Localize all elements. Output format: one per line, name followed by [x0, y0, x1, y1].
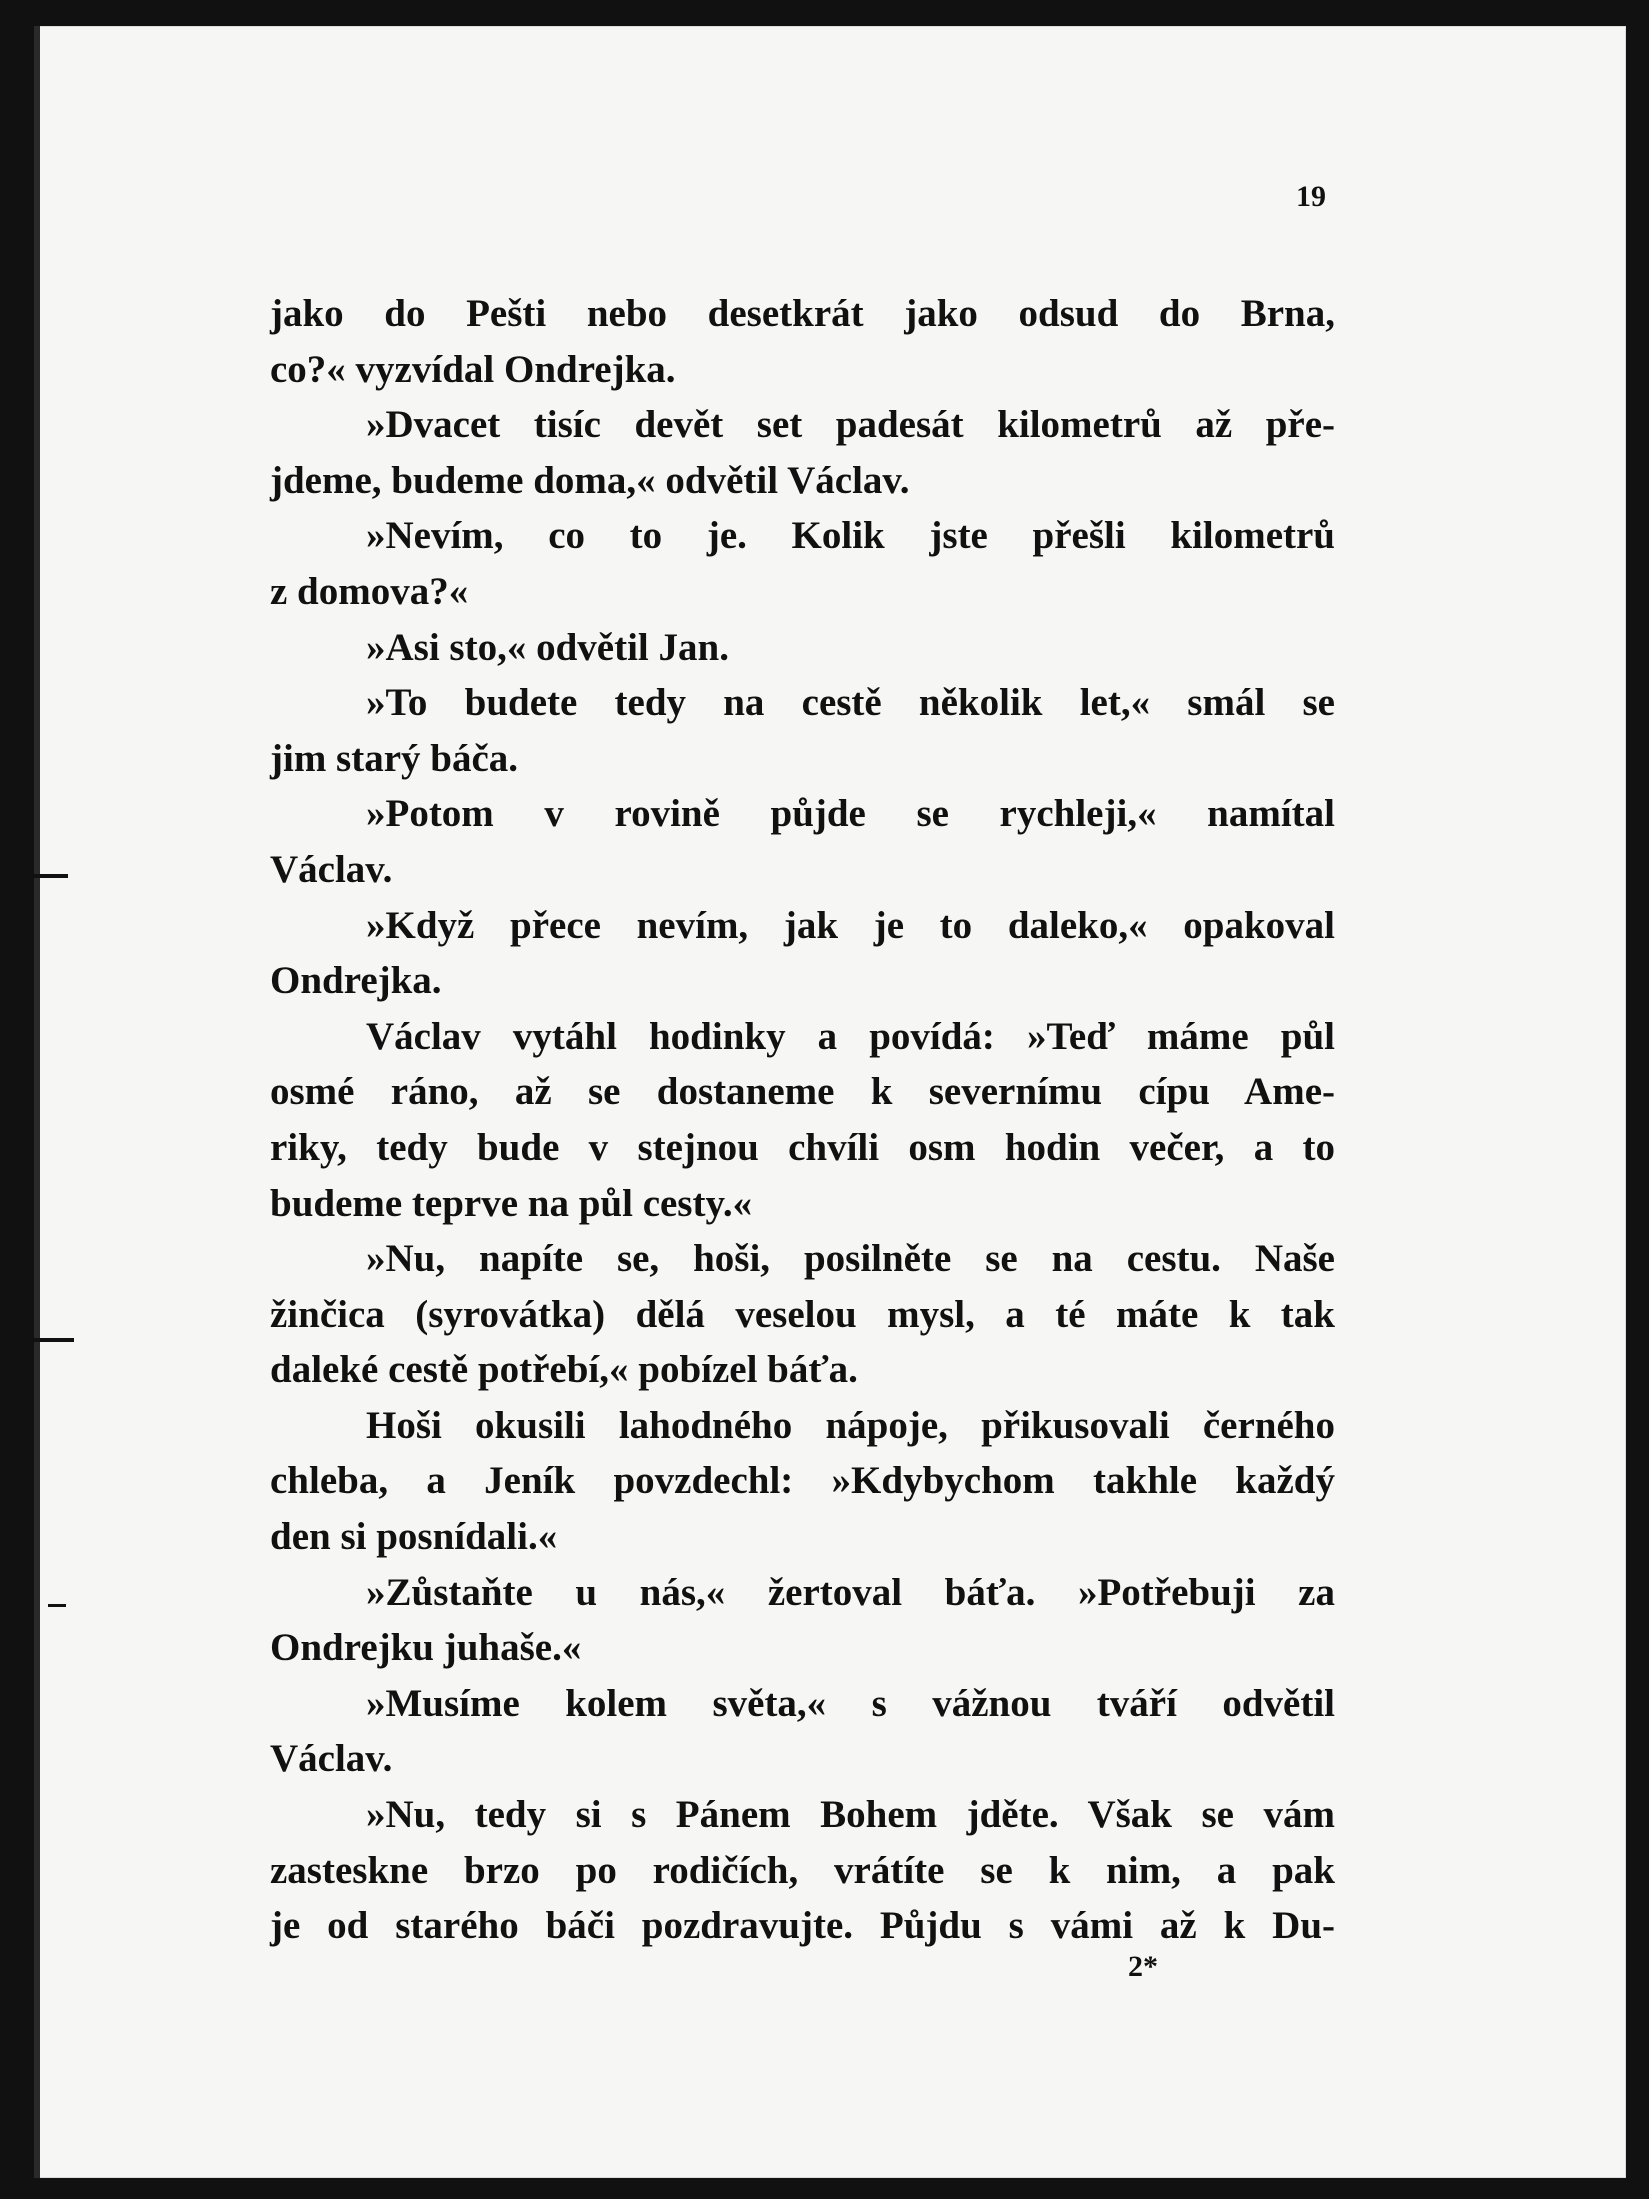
text-line: »To budete tedy na cestě několik let,« smál se [366, 681, 1335, 725]
text-line: »Nu, napíte se, hoši, posilněte se na cestu. Naše [366, 1237, 1335, 1281]
text-line: »Potom v rovině půjde se rychleji,« namítal [366, 792, 1335, 836]
text-line: chleba, a Jeník povzdechl: »Kdybychom takhle každý [270, 1459, 1335, 1503]
text-line: Ondrejka. [270, 959, 442, 1003]
text-line: »Když přece nevím, jak je to daleko,« opakoval [366, 903, 1335, 947]
signature-mark: 2* [1128, 1950, 1158, 1983]
page-binding-edge [34, 26, 40, 2178]
text-line: Ondrejku juhaše.« [270, 1626, 582, 1670]
page-number: 19 [1296, 180, 1326, 213]
text-line: žinčica (syrovátka) dělá veselou mysl, a té máte k tak [270, 1292, 1335, 1336]
text-line: »Zůstaňte u nás,« žertoval báťa. »Potřebuji za [366, 1570, 1335, 1614]
text-line: je od starého báči pozdravujte. Půjdu s vámi až k Du- [270, 1904, 1335, 1948]
text-line: budeme teprve na půl cesty.« [270, 1181, 753, 1225]
text-line: Václav vytáhl hodinky a povídá: »Teď máme půl [366, 1014, 1335, 1058]
text-line: osmé ráno, až se dostaneme k severnímu cípu Ame- [270, 1070, 1335, 1114]
text-line: »Dvacet tisíc devět set padesát kilometrů až pře- [366, 403, 1335, 447]
text-line: »Asi sto,« odvětil Jan. [366, 625, 729, 669]
text-line: »Nu, tedy si s Pánem Bohem jděte. Však se vám [366, 1793, 1335, 1837]
binding-tick-mark [10, 874, 68, 878]
text-line: riky, tedy bude v stejnou chvíli osm hodin večer, a to [270, 1125, 1335, 1169]
text-line: zasteskne brzo po rodičích, vrátíte se k nim, a pak [270, 1848, 1335, 1892]
text-line: jim starý báča. [270, 736, 519, 780]
binding-tick-mark [12, 1338, 74, 1342]
text-line: den si posnídali.« [270, 1515, 558, 1559]
text-line: »Musíme kolem světa,« s vážnou tváří odvětil [366, 1681, 1335, 1725]
text-line: Hoši okusili lahodného nápoje, přikusovali černého [366, 1403, 1335, 1447]
text-line: Václav. [270, 1737, 393, 1781]
text-line: jako do Pešti nebo desetkrát jako odsud do Brna, [270, 292, 1335, 335]
text-line: jdeme, budeme doma,« odvětil Václav. [270, 458, 910, 502]
text-line: daleké cestě potřebí,« pobízel báťa. [270, 1348, 858, 1392]
text-line: »Nevím, co to je. Kolik jste přešli kilometrů [366, 514, 1335, 558]
body-text [270, 286, 1335, 1954]
text-line: co?« vyzvídal Ondrejka. [270, 347, 676, 391]
binding-tick-mark [48, 1604, 66, 1607]
text-line: z domova?« [270, 569, 469, 613]
text-line: Václav. [270, 847, 393, 891]
